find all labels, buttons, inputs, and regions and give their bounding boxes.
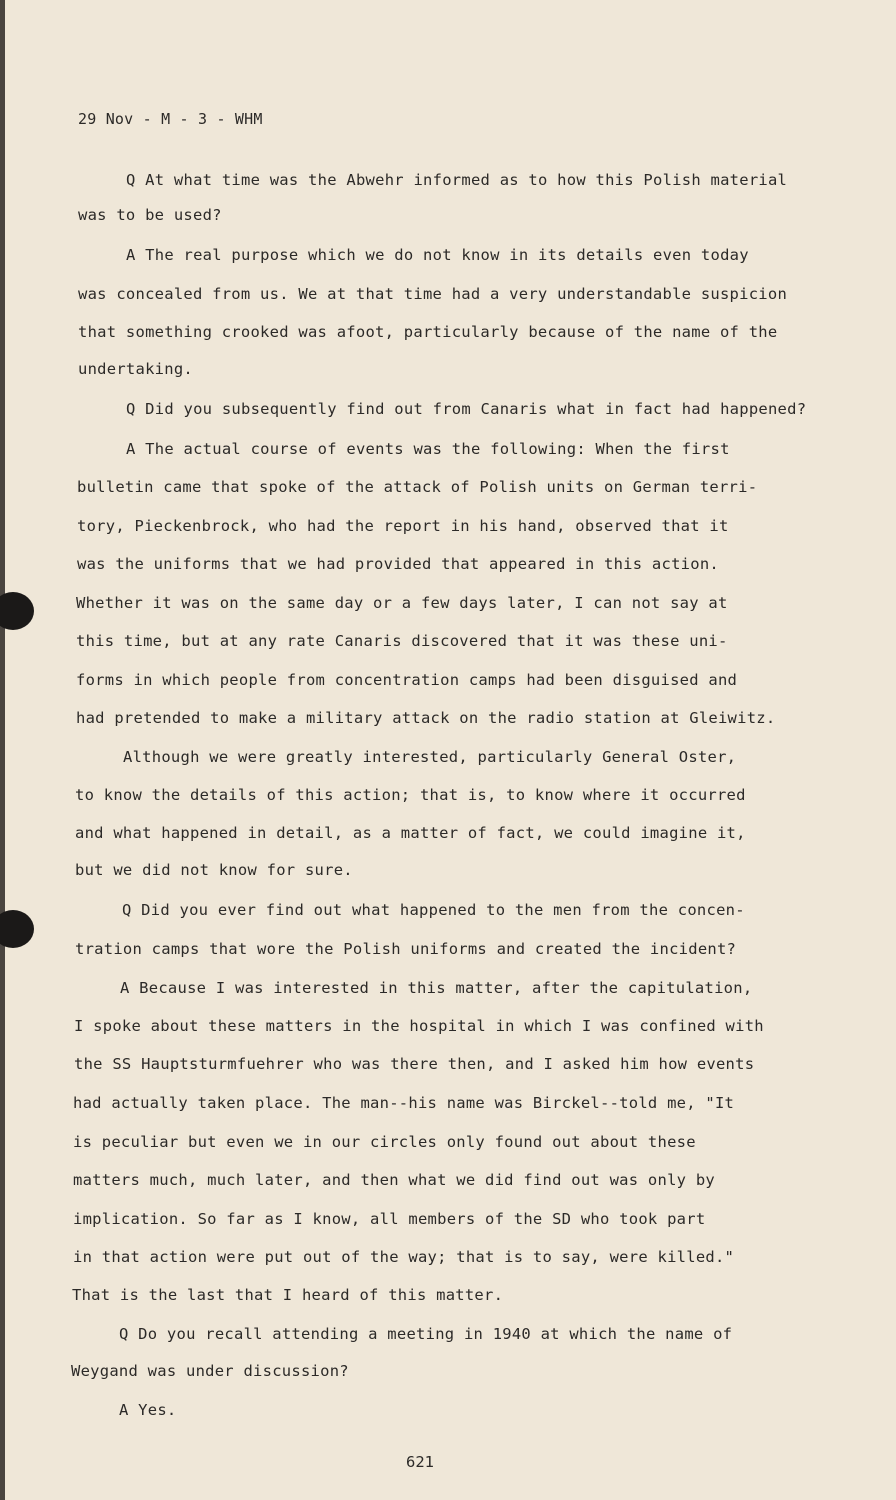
text-line: A Because I was interested in this matter, after the capitulation, — [120, 979, 753, 997]
text-line: That is the last that I heard of this matter. — [72, 1286, 504, 1304]
text-line: undertaking. — [78, 360, 193, 378]
text-line: Q Did you ever find out what happened to the men from the concen- — [122, 901, 745, 919]
text-line: but we did not know for sure. — [75, 861, 353, 879]
text-line: forms in which people from concentration camps had been disguised and — [76, 671, 738, 689]
text-line: Q Do you recall attending a meeting in 1940 at which the name of — [119, 1325, 733, 1343]
text-line: and what happened in detail, as a matter of fact, we could imagine it, — [75, 824, 746, 842]
text-line: Q Did you subsequently find out from Canaris what in fact had happened? — [126, 400, 807, 418]
punch-hole-top — [0, 592, 34, 630]
text-line: A Yes. — [119, 1401, 177, 1419]
text-line: tration camps that wore the Polish uniforms and created the incident? — [75, 940, 737, 958]
punch-hole-bottom — [0, 910, 34, 948]
text-line: Although we were greatly interested, particularly General Oster, — [123, 748, 737, 766]
text-line: Q At what time was the Abwehr informed as to how this Polish material — [126, 171, 788, 189]
text-line: this time, but at any rate Canaris discovered that it was these uni- — [76, 632, 728, 650]
page-edge-shadow — [0, 0, 5, 1500]
text-line: had pretended to make a military attack on the radio station at Gleiwitz. — [76, 709, 776, 727]
page-header: 29 Nov - M - 3 - WHM — [78, 110, 263, 128]
text-line: was the uniforms that we had provided that appeared in this action. — [77, 555, 719, 573]
text-line: Weygand was under discussion? — [71, 1362, 349, 1380]
text-line: A The actual course of events was the following: When the first — [126, 440, 730, 458]
text-line: was to be used? — [78, 206, 222, 224]
text-line: I spoke about these matters in the hospital in which I was confined with — [74, 1017, 764, 1035]
text-line: that something crooked was afoot, particularly because of the name of the — [78, 323, 778, 341]
text-line: Whether it was on the same day or a few days later, I can not say at — [76, 594, 728, 612]
text-line: tory, Pieckenbrock, who had the report in his hand, observed that it — [77, 517, 729, 535]
text-line: is peculiar but even we in our circles only found out about these — [73, 1133, 696, 1151]
text-line: the SS Hauptsturmfuehrer who was there then, and I asked him how events — [74, 1055, 755, 1073]
text-line: to know the details of this action; that is, to know where it occurred — [75, 786, 746, 804]
page-number: 621 — [406, 1453, 434, 1471]
text-line: implication. So far as I know, all members of the SD who took part — [73, 1210, 706, 1228]
text-line: bulletin came that spoke of the attack of Polish units on German terri- — [77, 478, 758, 496]
text-line: A The real purpose which we do not know in its details even today — [126, 246, 749, 264]
text-line: had actually taken place. The man--his name was Birckel--told me, "It — [73, 1094, 735, 1112]
text-line: in that action were put out of the way; that is to say, were killed." — [73, 1248, 735, 1266]
text-line: was concealed from us. We at that time had a very understandable suspicion — [78, 285, 788, 303]
text-line: matters much, much later, and then what we did find out was only by — [73, 1171, 715, 1189]
